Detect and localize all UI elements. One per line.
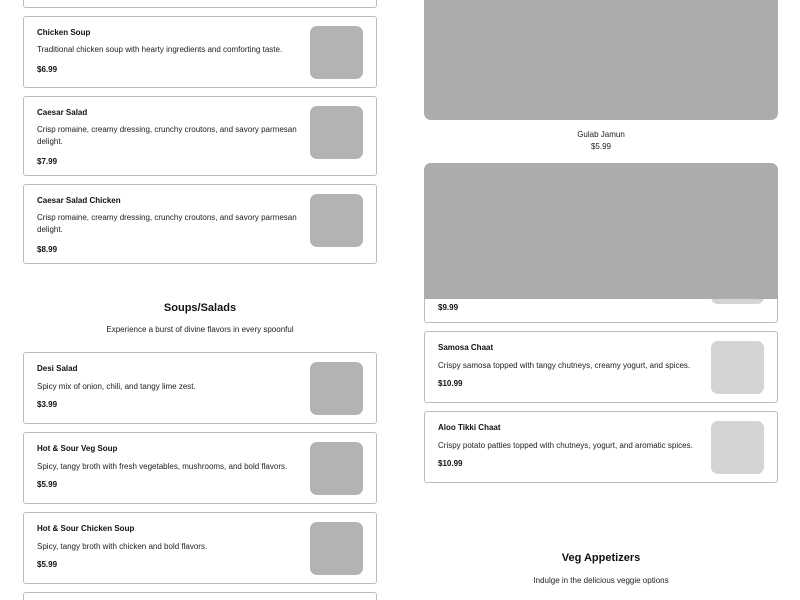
item-image-placeholder <box>711 341 764 394</box>
item-name: Hot & Sour Veg Soup <box>37 444 118 453</box>
item-description: Traditional chicken soup with hearty ingredients and comforting taste. <box>37 45 283 54</box>
item-name: Samosa Chaat <box>438 343 494 352</box>
item-name: Caesar Salad <box>37 108 88 117</box>
menu-item-card[interactable] <box>23 352 377 424</box>
item-name: Aloo Tikki Chaat <box>438 423 501 432</box>
item-description: Crispy samosa topped with tangy chutneys, creamy yogurt, and spices. <box>438 361 691 370</box>
item-name: Caesar Salad Chicken <box>37 196 121 205</box>
menu-item-card-partial-bottom[interactable] <box>23 592 377 600</box>
menu-item-card-partial-top[interactable] <box>23 0 377 8</box>
featured-image-banner[interactable] <box>424 0 778 120</box>
item-price: $9.99 <box>438 303 459 312</box>
item-price: $10.99 <box>438 379 463 388</box>
item-price: $10.99 <box>438 459 463 468</box>
item-price: $8.99 <box>37 245 58 254</box>
section-subtitle: Indulge in the delicious veggie options <box>533 576 669 585</box>
item-description: Crisp romaine, creamy dressing, crunchy croutons, and savory parmesan delight. <box>37 125 297 146</box>
item-image-placeholder <box>310 522 363 575</box>
menu-item-card[interactable] <box>23 96 377 176</box>
item-description: Spicy, tangy broth with fresh vegetables, mushrooms, and bold flavors. <box>37 462 288 471</box>
item-image-placeholder <box>310 194 363 247</box>
item-price: $5.99 <box>37 560 58 569</box>
menu-item-card[interactable] <box>23 512 377 584</box>
menu-item-card[interactable] <box>23 16 377 88</box>
item-description: Spicy mix of onion, chili, and tangy lime zest. <box>37 382 196 391</box>
item-image-placeholder <box>310 442 363 495</box>
menu-item-card[interactable] <box>424 331 778 403</box>
section-title: Soups/Salads <box>163 302 237 314</box>
item-name: Desi Salad <box>37 364 78 373</box>
featured-item-name: Gulab Jamun <box>577 130 625 139</box>
item-price: $6.99 <box>37 65 58 74</box>
menu-item-card[interactable] <box>23 432 377 504</box>
item-image-placeholder <box>310 362 363 415</box>
featured-item-price: $5.99 <box>590 142 612 151</box>
item-image-placeholder <box>711 421 764 474</box>
item-image-placeholder <box>310 106 363 159</box>
item-price: $3.99 <box>37 400 58 409</box>
item-description: Crisp romaine, creamy dressing, crunchy croutons, and savory parmesan delight. <box>37 213 297 234</box>
section-title: Veg Appetizers <box>561 552 641 564</box>
hero-image-banner[interactable] <box>424 163 778 299</box>
item-price: $7.99 <box>37 157 58 166</box>
menu-item-card[interactable] <box>424 411 778 483</box>
item-name: Hot & Sour Chicken Soup <box>37 524 135 533</box>
section-subtitle: Experience a burst of divine flavors in every spoonful <box>106 325 294 334</box>
item-name: Chicken Soup <box>37 28 91 37</box>
menu-item-card[interactable] <box>23 184 377 264</box>
item-image-placeholder <box>310 26 363 79</box>
item-price: $5.99 <box>37 480 58 489</box>
item-description: Crispy potato patties topped with chutneys, yogurt, and aromatic spices. <box>438 441 693 450</box>
item-description: Spicy, tangy broth with chicken and bold flavors. <box>37 542 208 551</box>
